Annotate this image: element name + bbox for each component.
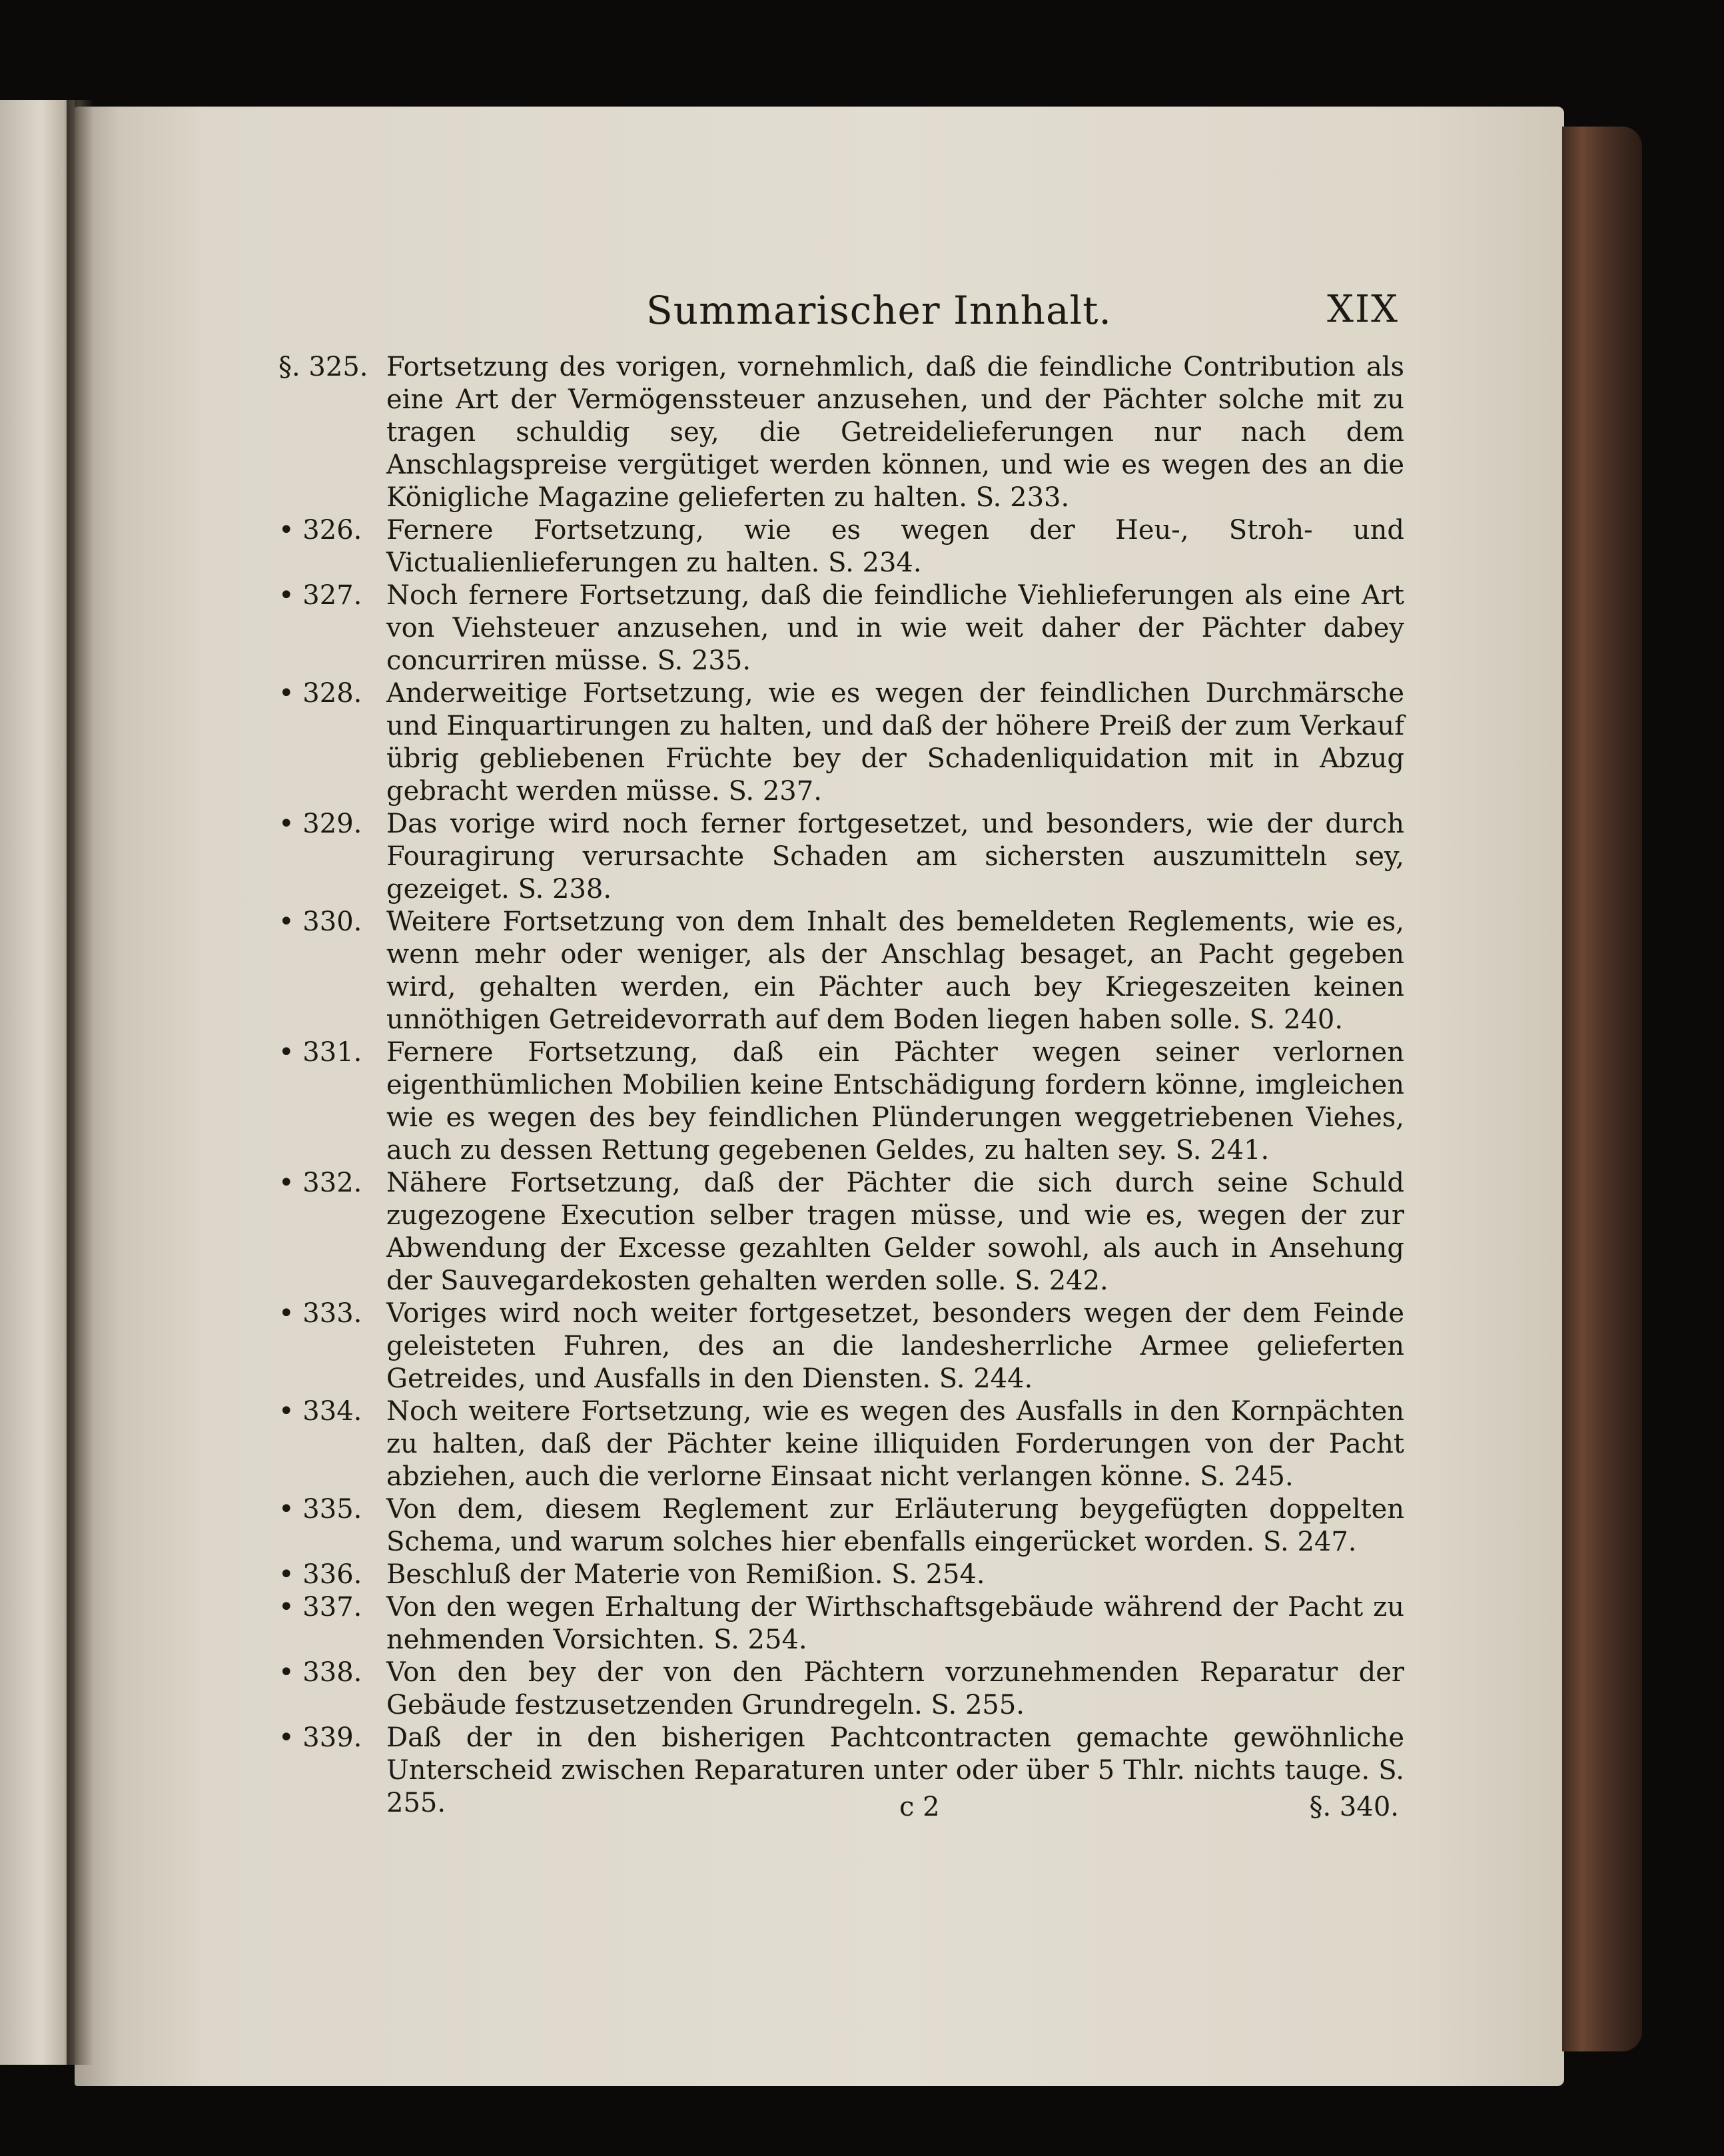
left-page-edge — [0, 100, 75, 2065]
entry-number: • 337. — [278, 1592, 362, 1622]
entry-text: Von den bey der von den Pächtern vorzunehmenden Reparatur der Gebäude festzusetzenden Grundregeln. S. 255. — [386, 1657, 1404, 1720]
entry-text: Noch fernere Fortsetzung, daß die feindliche Viehlieferungen als eine Art von Viehsteuer anzusehen, und in wie weit daher der Pächter dabey concurriren müsse. S. 235. — [386, 580, 1404, 676]
entry-number: • 335. — [278, 1494, 362, 1525]
entry-number: • 339. — [278, 1722, 362, 1753]
entry-text: Von den wegen Erhaltung der Wirthschaftsgebäude während der Pacht zu nehmenden Vorsichten. S. 254. — [386, 1592, 1404, 1655]
toc-entry — [278, 579, 1404, 677]
page-header — [640, 288, 1406, 341]
book-gutter — [67, 100, 93, 2065]
entry-number: • 329. — [278, 809, 362, 839]
entry-number: • 334. — [278, 1396, 362, 1427]
page-footer — [899, 1792, 1406, 1832]
entry-text: Beschluß der Materie von Remißion. S. 254. — [386, 1559, 985, 1590]
entry-text: Daß der in den bisherigen Pachtcontracten gemachte gewöhnliche Unterscheid zwischen Reparaturen unter oder über 5 Thlr. nichts tauge. S. 255. — [386, 1722, 1404, 1818]
book-cover-edge — [1562, 127, 1642, 2051]
toc-entry — [278, 808, 1404, 906]
entry-text: Noch weitere Fortsetzung, wie es wegen des Ausfalls in den Kornpächten zu halten, daß der Pächter keine illiquiden Forderungen von der Pacht abziehen, auch die verlorne Einsaat nicht verlangen könne. S. 245. — [386, 1396, 1404, 1492]
toc-entry — [278, 1493, 1404, 1559]
entry-number: • 332. — [278, 1168, 362, 1198]
entry-text: Fernere Fortsetzung, wie es wegen der Heu-, Stroh- und Victualienlieferungen zu halten. S. 234. — [386, 515, 1404, 578]
entry-text: Von dem, diesem Reglement zur Erläuterung beygefügten doppelten Schema, und warum solches hier ebenfalls eingerücket worden. S. 247. — [386, 1494, 1404, 1557]
entry-text: Weitere Fortsetzung von dem Inhalt des bemeldeten Reglements, wie es, wenn mehr oder weniger, als der Anschlag besaget, an Pacht gegeben wird, gehalten werden, ein Pächter auch bey Kriegeszeiten keinen unnöthigen Getreidevorrath auf dem Boden liegen haben solle. S. 240. — [386, 906, 1404, 1035]
entry-number: §. 325. — [278, 352, 368, 382]
signature-mark: c 2 — [899, 1792, 940, 1822]
table-of-contents — [278, 351, 1404, 1820]
toc-entry — [278, 1591, 1404, 1656]
toc-entry — [278, 906, 1404, 1036]
toc-entry — [278, 351, 1404, 514]
entry-number: • 338. — [278, 1657, 362, 1688]
toc-entry — [278, 1297, 1404, 1395]
entry-text: Anderweitige Fortsetzung, wie es wegen der feindlichen Durchmärsche und Einquartirungen zu halten, und daß der höhere Preiß der zum Verkauf übrig gebliebenen Früchte bey der Schadenliquidation mit in Abzug gebracht werden müsse. S. 237. — [386, 678, 1404, 807]
entry-number: • 327. — [278, 580, 362, 611]
entry-number: • 328. — [278, 678, 362, 709]
entry-number: • 330. — [278, 906, 362, 937]
entry-number: • 326. — [278, 515, 362, 545]
toc-entry — [278, 1395, 1404, 1493]
entry-number: • 331. — [278, 1037, 362, 1068]
entry-number: • 333. — [278, 1298, 362, 1329]
toc-entry — [278, 677, 1404, 808]
entry-text: Das vorige wird noch ferner fortgesetzet, und besonders, wie der durch Fouragirung verursachte Schaden am sichersten auszumitteln sey, gezeiget. S. 238. — [386, 809, 1404, 904]
page-number: XIX — [1327, 288, 1399, 331]
entry-text: Fortsetzung des vorigen, vornehmlich, daß die feindliche Contribution als eine Art der Vermögenssteuer anzusehen, und der Pächter solche mit zu tragen schuldig sey, die Getreidelieferungen nur nach dem Anschlagspreise vergütiget werden können, und wie es wegen des an die Königliche Magazine gelieferten zu halten. S. 233. — [386, 352, 1404, 513]
toc-entry — [278, 514, 1404, 579]
toc-entry — [278, 1656, 1404, 1722]
running-title: Summarischer Innhalt. — [646, 288, 1112, 333]
entry-text: Nähere Fortsetzung, daß der Pächter die sich durch seine Schuld zugezogene Execution selber tragen müsse, und wie es, wegen der zur Abwendung der Excesse gezahlten Gelder sowohl, als auch in Ansehung der Sauvegardekosten gehalten werden solle. S. 242. — [386, 1168, 1404, 1296]
toc-entry — [278, 1036, 1404, 1167]
toc-entry — [278, 1167, 1404, 1297]
entry-number: • 336. — [278, 1559, 362, 1590]
toc-entry — [278, 1559, 1404, 1591]
entry-text: Voriges wird noch weiter fortgesetzet, besonders wegen der dem Feinde geleisteten Fuhren, des an die landesherrliche Armee gelieferten Getreides, und Ausfalls in den Diensten. S. 244. — [386, 1298, 1404, 1394]
entry-text: Fernere Fortsetzung, daß ein Pächter wegen seiner verlornen eigenthümlichen Mobilien keine Entschädigung fordern könne, imgleichen wie es wegen des bey feindlichen Plünderungen weggetriebenen Viehes, auch zu dessen Rettung gegebenen Geldes, zu halten sey. S. 241. — [386, 1037, 1404, 1166]
catchword: §. 340. — [1309, 1792, 1399, 1822]
